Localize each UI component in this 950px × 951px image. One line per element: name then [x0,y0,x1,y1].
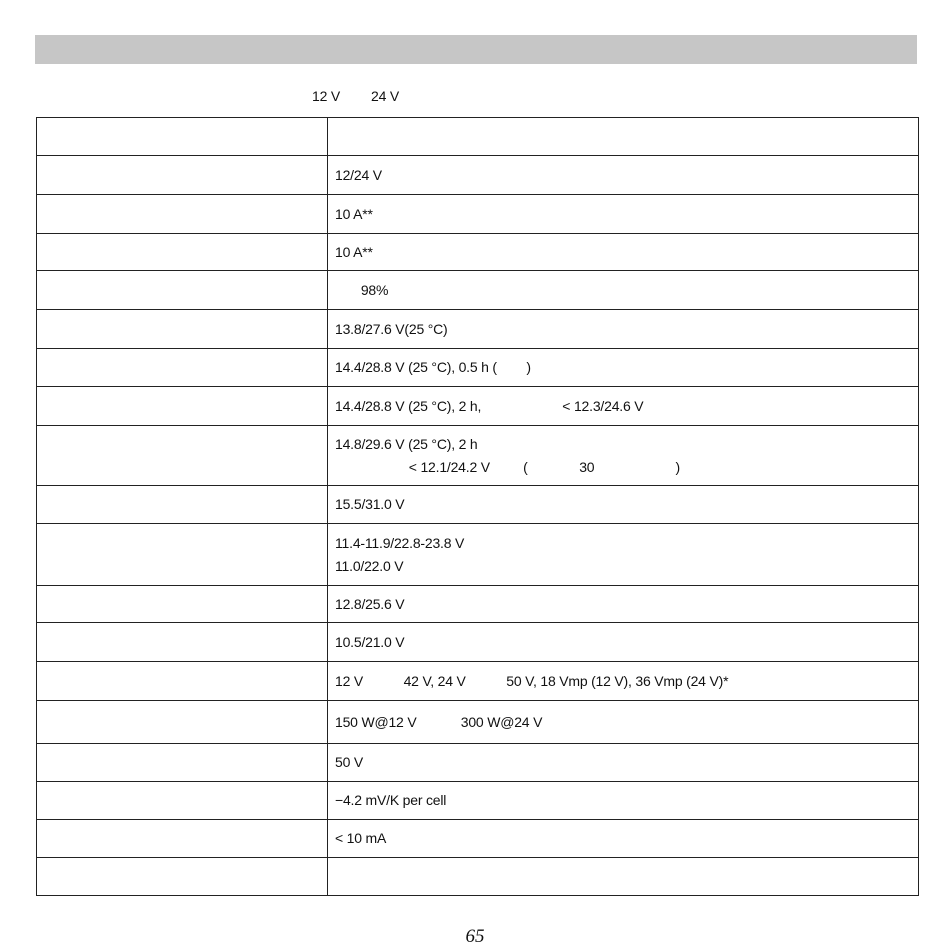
spec-value-cell [328,486,919,524]
spec-value-line: −4.2 mV/K per cell [335,792,447,808]
spec-label-cell [37,118,328,156]
spec-value-line: 10 A** [335,243,373,260]
subtitle-voltage-12: 12 V [312,88,340,104]
spec-value-line: 11.0/22.0 V [335,557,404,574]
spec-row [37,234,919,271]
spec-value-cell [328,662,919,701]
spec-label-cell [37,662,328,701]
spec-value-line: 98% [335,281,389,298]
spec-row [37,820,919,858]
page-number: 65 [465,926,485,947]
spec-value-cell [328,310,919,349]
spec-value-line: 13.8/27.6 V(25 °C) [335,320,448,337]
spec-value-cell [328,195,919,234]
spec-row [37,701,919,744]
spec-label-cell [37,820,328,858]
spec-label-cell [37,486,328,524]
spec-value-cell [328,156,919,195]
spec-value-line: 50 V [335,754,363,770]
spec-value-line: 12/24 V [335,166,382,183]
spec-row [37,524,919,586]
spec-value-line: 11.4-11.9/22.8-23.8 V [335,534,465,551]
spec-row [37,744,919,782]
spec-value-line: 10.5/21.0 V [335,633,405,650]
spec-value-cell [328,426,919,486]
spec-label-cell [37,234,328,271]
spec-row [37,662,919,701]
spec-label-cell [37,271,328,310]
subtitle-voltage-24: 24 V [371,88,399,104]
spec-label-cell [37,701,328,744]
spec-value-cell [328,623,919,662]
spec-value-line: < 12.1/24.2 V ( 30 ) [335,458,681,475]
spec-row [37,387,919,426]
spec-row [37,782,919,820]
spec-label-cell [37,623,328,662]
spec-value-line: 10 A** [335,205,373,222]
spec-label-cell [37,586,328,623]
spec-label-cell [37,387,328,426]
spec-value-cell [328,387,919,426]
spec-row [37,118,919,156]
spec-value-cell [328,271,919,310]
spec-value-cell [328,782,919,820]
spec-value-line: 150 W@12 V 300 W@24 V [335,713,543,730]
spec-label-cell [37,195,328,234]
spec-label-cell [37,310,328,349]
spec-label-cell [37,858,328,896]
spec-label-cell [37,782,328,820]
spec-row [37,195,919,234]
spec-value-cell [328,744,919,782]
spec-label-cell [37,426,328,486]
spec-value-cell [328,820,919,858]
spec-value-cell [328,701,919,744]
spec-table [36,117,919,896]
spec-row [37,271,919,310]
spec-value-cell [328,586,919,623]
spec-label-cell [37,156,328,195]
spec-value-cell [328,858,919,896]
spec-label-cell [37,524,328,586]
spec-value-line: 12 V 42 V, 24 V 50 V, 18 Vmp (12 V), 36 Vmp (24 V)* [335,672,729,689]
section-header-bar [35,35,917,64]
spec-value-cell [328,524,919,586]
spec-value-line: 14.8/29.6 V (25 °C), 2 h [335,435,478,452]
spec-label-cell [37,349,328,387]
spec-row [37,156,919,195]
spec-value-line: 12.8/25.6 V [335,595,405,612]
spec-row [37,310,919,349]
spec-row [37,586,919,623]
spec-row [37,426,919,486]
spec-value-line: < 10 mA [335,830,387,846]
spec-value-cell [328,349,919,387]
spec-value-cell [328,234,919,271]
spec-label-cell [37,744,328,782]
spec-value-line: 15.5/31.0 V [335,496,405,512]
spec-row [37,623,919,662]
spec-row [37,858,919,896]
spec-row [37,349,919,387]
spec-value-line: 14.4/28.8 V (25 °C), 2 h, < 12.3/24.6 V [335,397,644,414]
spec-value-line: 14.4/28.8 V (25 °C), 0.5 h ( ) [335,359,531,375]
spec-value-cell [328,118,919,156]
spec-row [37,486,919,524]
